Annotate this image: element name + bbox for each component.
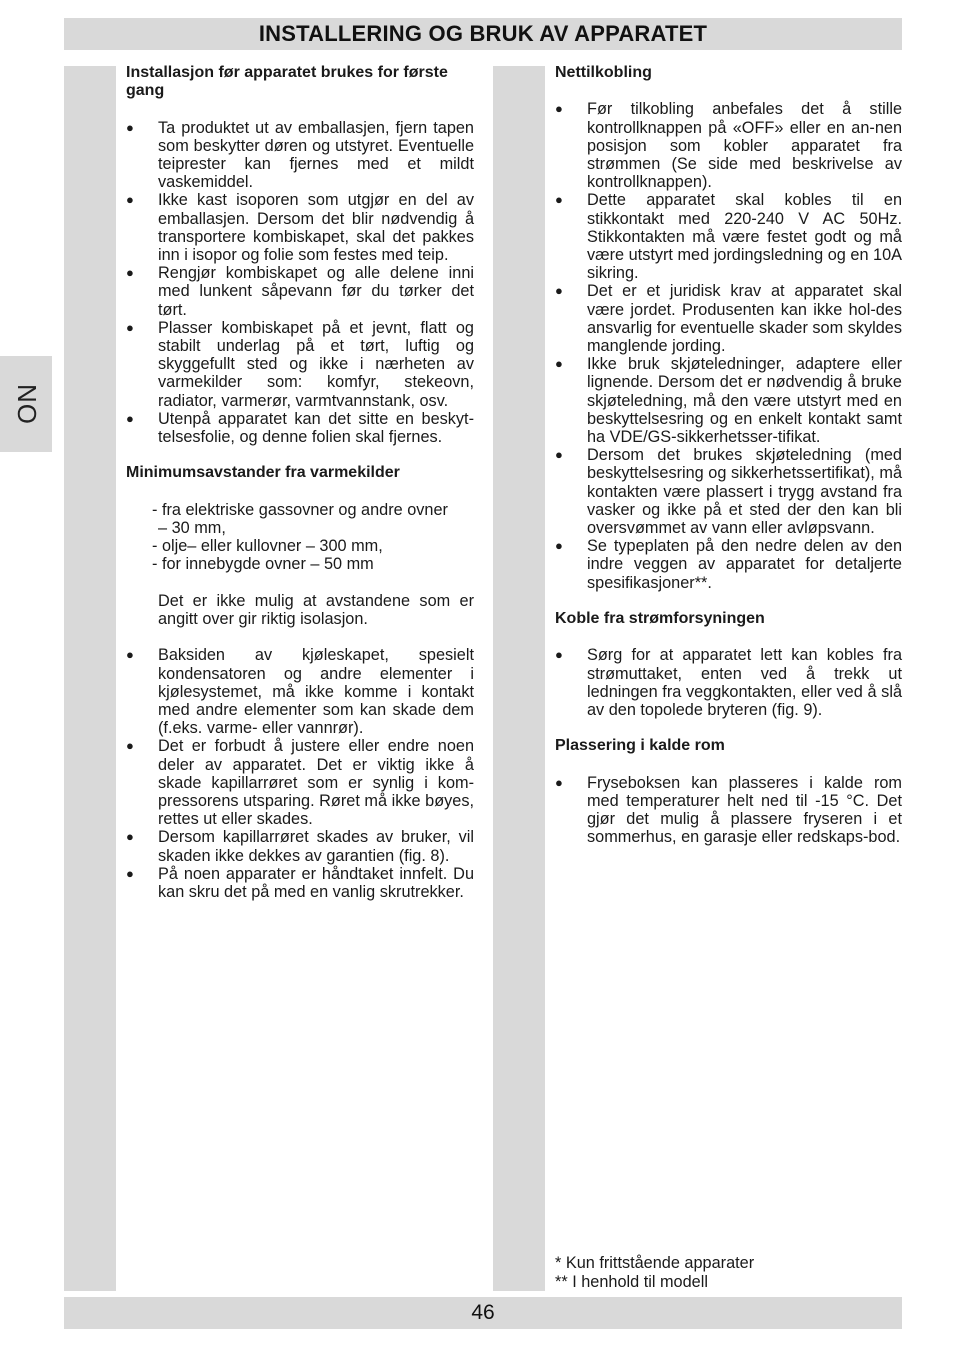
language-tab bbox=[0, 356, 52, 452]
section-heading-disconnect: Koble fra strømforsyningen bbox=[555, 610, 765, 628]
footnote: * Kun frittstående apparater bbox=[555, 1254, 755, 1272]
installation-list bbox=[126, 119, 474, 447]
section-heading-installation: Installasjon før apparatet brukes for første gang bbox=[126, 64, 448, 100]
disconnect-list bbox=[555, 646, 902, 719]
cold-room-list bbox=[555, 774, 902, 847]
isolation-note: Det er ikke mulig at avstandene som er angitt over gir riktig isolasjon. bbox=[158, 591, 474, 629]
language-label: NO bbox=[11, 383, 42, 425]
list-item: ● Fryseboksen kan plasseres i kalde rom med temperaturer helt ned til -15 °C. Det gjør det mulig å plassere fryseren i et sommerhus, en garasje eller redskaps-bod. bbox=[555, 774, 902, 847]
left-column bbox=[126, 64, 474, 901]
list-item: ● Ta produktet ut av emballasjen, fjern tapen som beskytter døren og utstyret. Eventuelle teiprester kan fjernes med et mildt vaskemiddel. bbox=[126, 119, 474, 192]
list-item: ● Ikke kast isoporen som utgjør en del av emballasjen. Dersom det blir nødvendig å transportere kombiskapet, skal det pakkes inn i isopor og folie som festes med teip. bbox=[126, 191, 474, 264]
distance-line: - for innebygde ovner – 50 mm bbox=[152, 555, 374, 574]
distance-line: – 30 mm, bbox=[158, 519, 226, 538]
list-item: ● Dette apparatet skal kobles til en stikkontakt med 220-240 V AC 50Hz. Stikkontakten må være festet godt og må være utstyrt med jordingsledning og en 10A sikring. bbox=[555, 191, 902, 282]
list-item: ● Det er forbudt å justere eller endre noen deler av apparatet. Det er viktig ikke å skade kapillarrøret som er synlig i kom-pressorens utsparing. Røret må ikke bøyes, rettes ut eller skades. bbox=[126, 737, 474, 828]
power-connection-list bbox=[555, 100, 902, 591]
footnotes bbox=[555, 1254, 754, 1292]
distance-line: - olje– eller kullovner – 300 mm, bbox=[152, 537, 383, 556]
page-title: INSTALLERING OG BRUK AV APPARATET bbox=[258, 21, 708, 46]
distance-list bbox=[126, 501, 474, 574]
footer-bar bbox=[64, 1297, 902, 1329]
list-item: ● Utenpå apparatet kan det sitte en beskyt-telsesfolie, og denne folien skal fjernes. bbox=[126, 410, 474, 446]
footnote: ** I henhold til modell bbox=[555, 1273, 708, 1291]
list-item: ● Se typeplaten på den nedre delen av den indre veggen av apparatet for detaljerte spesifikasjoner**. bbox=[555, 537, 902, 592]
list-item: ● Rengjør kombiskapet og alle delene inni med lunkent såpevann før du tørker det tørt. bbox=[126, 264, 474, 319]
section-heading-cold-rooms: Plassering i kalde rom bbox=[555, 737, 725, 755]
section-heading-power-connection: Nettilkobling bbox=[555, 64, 652, 81]
list-item: ● Dersom det brukes skjøteledning (med beskyttelsesring og sikkerhetssertifikat), må kontakten være plassert i trygg avstand fra vasker og ikke på et sted der den kan bli oversvømmet av vann eller avløpsvann. bbox=[555, 446, 902, 537]
page-number: 46 bbox=[471, 1301, 495, 1324]
warning-list bbox=[126, 646, 474, 901]
list-item: ● På noen apparater er håndtaket innfelt. Du kan skru det på med en vanlig skrutrekker. bbox=[126, 865, 474, 901]
list-item: ● Dersom kapillarrøret skades av bruker, vil skaden ikke dekkes av garantien (fig. 8). bbox=[126, 828, 474, 864]
section-heading-distances: Minimumsavstander fra varmekilder bbox=[126, 464, 400, 482]
right-column bbox=[555, 64, 902, 847]
left-margin-strip bbox=[64, 66, 116, 1291]
list-item: ● Sørg for at apparatet lett kan kobles fra strømuttaket, enten ved å trekk ut ledningen fra veggkontakten, eller ved å slå av den topolede bryteren (fig. 9). bbox=[555, 646, 902, 719]
middle-margin-strip bbox=[493, 66, 545, 1291]
header-bar bbox=[64, 18, 902, 50]
list-item: ● Før tilkobling anbefales det å stille kontrollknappen på «OFF» eller en an-nen posisjon som kobler apparatet fra strømmen (Se side med beskrivelse av kontrollknappen). bbox=[555, 100, 902, 191]
list-item: ● Baksiden av kjøleskapet, spesielt kondensatoren og andre elementer i kjølesystemet, må ikke komme i kontakt med andre elementer som kan skade dem (f.eks. varme- eller vannrør). bbox=[126, 646, 474, 737]
list-item: ● Det er et juridisk krav at apparatet skal være jordet. Produsenten kan ikke hol-des ansvarlig for eventuelle skader som skyldes manglende jording. bbox=[555, 282, 902, 355]
list-item: ● Ikke bruk skjøteledninger, adaptere eller lignende. Dersom det er nødvendig å bruke skjøteledning, må den være utstyrt med en beskyttelsesring og en enkelt kontakt samt ha VDE/GS-sikkerhetsser-tifikat. bbox=[555, 355, 902, 446]
list-item: ● Plasser kombiskapet på et jevnt, flatt og stabilt underlag på et tørt, luftig og skyggefullt sted og ikke i nærheten av varmekilder som: komfyr, stekeovn, radiator, varmerør, varmtvannstank, osv. bbox=[126, 319, 474, 410]
distance-line: - fra elektriske gassovner og andre ovner bbox=[152, 500, 448, 519]
